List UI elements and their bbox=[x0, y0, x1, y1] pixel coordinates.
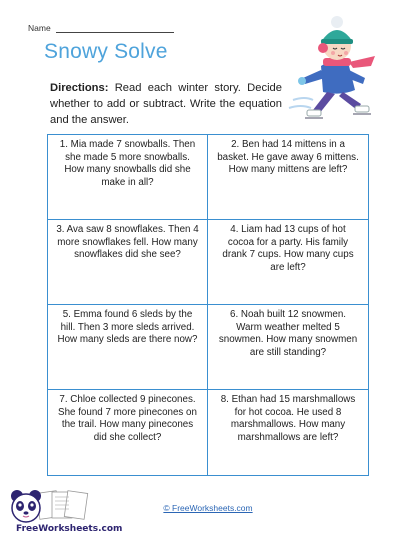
problem-text: 4. Liam had 13 cups of hot cocoa for a party. His family drank 7 cups. How many cups are left? bbox=[222, 224, 354, 273]
problems-grid bbox=[47, 134, 369, 476]
problem-text: 8. Ethan had 15 marshmallows for hot cocoa. He used 8 marshmallows. How many marshmallows are left? bbox=[220, 394, 356, 443]
brand-wordmark: FreeWorksheets.com bbox=[16, 524, 123, 534]
problem-cell-2 bbox=[208, 135, 368, 220]
problem-text: 1. Mia made 7 snowballs. Then she made 5 more snowballs. How many snowballs did she make in all? bbox=[59, 139, 196, 188]
directions-label: Directions: bbox=[50, 82, 109, 94]
problem-text: 6. Noah built 12 snowmen. Warm weather melted 5 snowmen. How many snowmen are still standing? bbox=[218, 309, 358, 358]
ice-skater-illustration bbox=[283, 8, 393, 128]
problem-text: 3. Ava saw 8 snowflakes. Then 4 more snowflakes fell. How many snowflakes did she see? bbox=[56, 224, 199, 261]
directions-text: Read each winter story. Decide whether to add or subtract. Write the equation and the answer. bbox=[50, 82, 282, 126]
problem-cell-1 bbox=[48, 135, 208, 220]
problem-cell-4 bbox=[208, 220, 368, 305]
problem-cell-6 bbox=[208, 305, 368, 390]
problem-cell-8 bbox=[208, 390, 368, 475]
problem-text: 5. Emma found 6 sleds by the hill. Then 3 more sleds arrived. How many sleds are there now? bbox=[57, 309, 198, 346]
problem-cell-3 bbox=[48, 220, 208, 305]
worksheet-title: Snowy Solve bbox=[44, 40, 168, 63]
directions bbox=[50, 80, 282, 128]
name-field-row bbox=[28, 23, 174, 33]
name-label: Name bbox=[28, 23, 51, 33]
name-blank-line[interactable] bbox=[56, 24, 174, 33]
problem-text: 2. Ben had 14 mittens in a basket. He gave away 6 mittens. How many mittens are left? bbox=[217, 139, 359, 176]
problem-text: 7. Chloe collected 9 pinecones. She found 7 more pinecones on the trail. How many pinecones did she collect? bbox=[58, 394, 197, 443]
copyright-link[interactable]: © FreeWorksheets.com bbox=[163, 503, 253, 513]
problem-cell-5 bbox=[48, 305, 208, 390]
problem-cell-7 bbox=[48, 390, 208, 475]
